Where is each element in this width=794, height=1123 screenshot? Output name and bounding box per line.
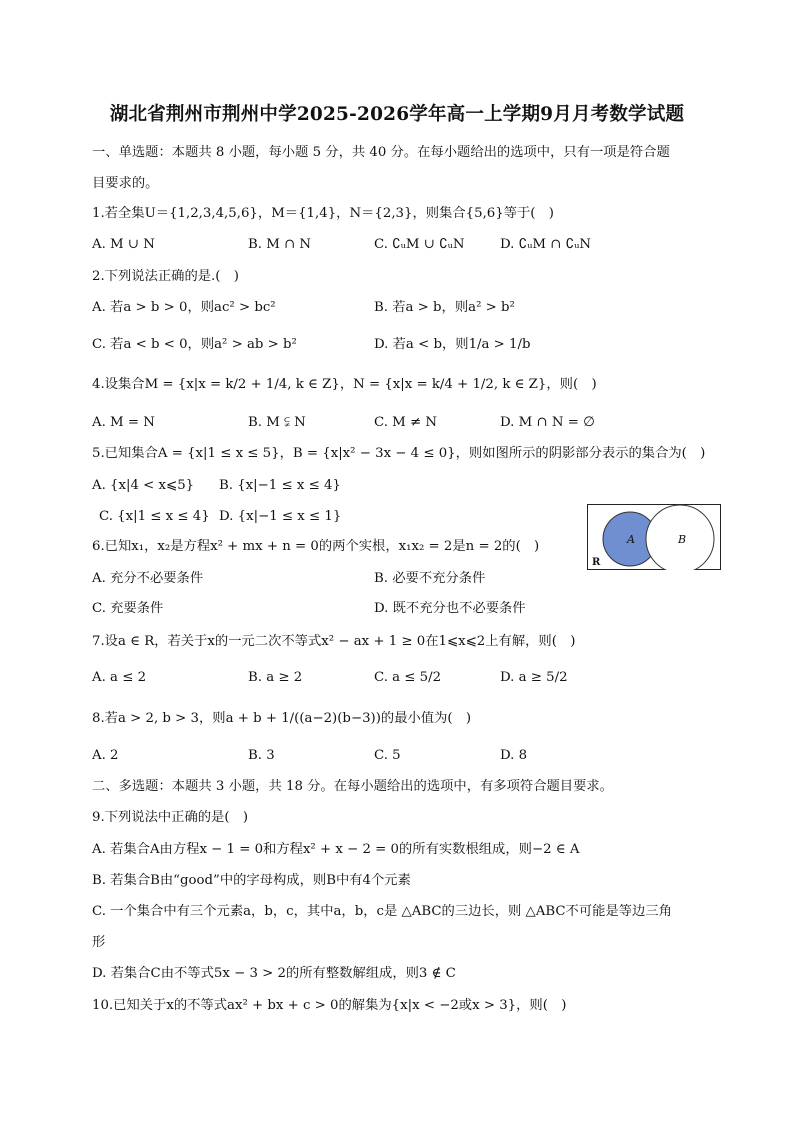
question-2-option-d: D. 若a < b，则1/a > 1/b [374, 337, 531, 352]
question-7-option-c: C. a ≤ 5/2 [374, 670, 442, 685]
question-7-option-b: B. a ≥ 2 [248, 670, 303, 685]
question-4-option-a: A. M = N [92, 415, 155, 430]
question-8-stem: 8.若a > 2, b > 3，则a + b + 1/((a−2)(b−3))的最小值为( ) [92, 711, 472, 726]
question-9-option-a: A. 若集合A由方程x − 1 = 0和方程x² + x − 2 = 0的所有实数根组成，则−2 ∈ A [92, 842, 580, 857]
question-9-option-d: D. 若集合C由不等式5x − 3 > 2的所有整数解组成，则3 ∉ C [92, 966, 456, 981]
question-6-option-d: D. 既不充分也不必要条件 [374, 601, 526, 616]
question-5-option-b: B. {x|−1 ≤ x ≤ 4} [219, 478, 341, 493]
question-1-option-d: D. ∁ᵤM ∩ ∁ᵤN [500, 237, 592, 252]
question-5-option-a: A. {x|4 < x⩽5} [92, 478, 195, 493]
question-5-stem: 5.已知集合A = {x|1 ≤ x ≤ 5}，B = {x|x² − 3x − 4 ≤ 0}，则如图所示的阴影部分表示的集合为( ) [92, 446, 706, 461]
question-5-option-d: D. {x|−1 ≤ x ≤ 1} [219, 509, 342, 524]
question-8-option-c: C. 5 [374, 748, 401, 763]
question-1-option-b: B. M ∩ N [248, 237, 312, 252]
question-9-stem: 9.下列说法中正确的是( ) [92, 810, 249, 825]
question-1-option-c: C. ∁ᵤM ∪ ∁ᵤN [374, 237, 465, 252]
question-8-option-a: A. 2 [92, 748, 119, 763]
section-1-heading: 一、单选题：本题共 8 小题，每小题 5 分，共 40 分。在每小题给出的选项中，只有一项是符合题 [92, 145, 670, 160]
question-9-option-c-cont: 形 [92, 935, 106, 950]
question-4-stem: 4.设集合M = {x|x = k/2 + 1/4, k ∈ Z}，N = {x|x = k/4 + 1/2, k ∈ Z}，则( ) [92, 377, 597, 392]
venn-diagram [587, 504, 721, 570]
set-a-label: A [627, 533, 635, 546]
question-6-stem: 6.已知x₁，x₂是方程x² + mx + n = 0的两个实根，x₁x₂ = 2是n = 2的( ) [92, 539, 540, 554]
question-8-option-d: D. 8 [500, 748, 528, 763]
question-4-option-d: D. M ∩ N = ∅ [500, 415, 595, 430]
question-6-option-a: A. 充分不必要条件 [92, 571, 204, 586]
question-4-option-b: B. M ⫋ N [248, 415, 306, 430]
question-1-option-a: A. M ∪ N [92, 237, 155, 252]
section-2-heading: 二、多选题：本题共 3 小题，共 18 分。在每小题给出的选项中，有多项符合题目要求。 [92, 779, 613, 794]
page-title: 湖北省荆州市荆州中学2025-2026学年高一上学期9月月考数学试题 [109, 104, 685, 125]
question-6-option-c: C. 充要条件 [92, 601, 164, 616]
question-7-stem: 7.设a ∈ R，若关于x的一元二次不等式x² − ax + 1 ≥ 0在1⩽x⩽2上有解，则( ) [92, 634, 576, 649]
section-1-heading-cont: 目要求的。 [92, 176, 159, 191]
question-2-option-a: A. 若a > b > 0，则ac² > bc² [92, 300, 276, 315]
question-1-stem: 1.若全集U＝{1,2,3,4,5,6}，M＝{1,4}，N＝{2,3}，则集合{5,6}等于( ) [92, 206, 554, 221]
question-2-option-c: C. 若a < b < 0，则a² > ab > b² [92, 337, 297, 352]
question-6-option-b: B. 必要不充分条件 [374, 571, 486, 586]
question-2-stem: 2.下列说法正确的是.( ) [92, 269, 239, 284]
question-9-option-c: C. 一个集合中有三个元素a，b，c，其中a，b，c是 △ABC的三边长，则 △ABC不可能是等边三角 [92, 904, 672, 919]
question-4-option-c: C. M ≠ N [374, 415, 437, 430]
set-b-label: B [678, 533, 687, 546]
question-5-option-c: C. {x|1 ≤ x ≤ 4} [99, 509, 210, 524]
question-9-option-b: B. 若集合B由“good”中的字母构成，则B中有4个元素 [92, 873, 411, 888]
question-2-option-b: B. 若a > b，则a² > b² [374, 300, 515, 315]
question-10-stem: 10.已知关于x的不等式ax² + bx + c > 0的解集为{x|x < −2或x > 3}，则( ) [92, 998, 567, 1013]
question-7-option-d: D. a ≥ 5/2 [500, 670, 568, 685]
question-8-option-b: B. 3 [248, 748, 275, 763]
question-7-option-a: A. a ≤ 2 [92, 670, 147, 685]
universal-set-label: R [592, 557, 601, 568]
